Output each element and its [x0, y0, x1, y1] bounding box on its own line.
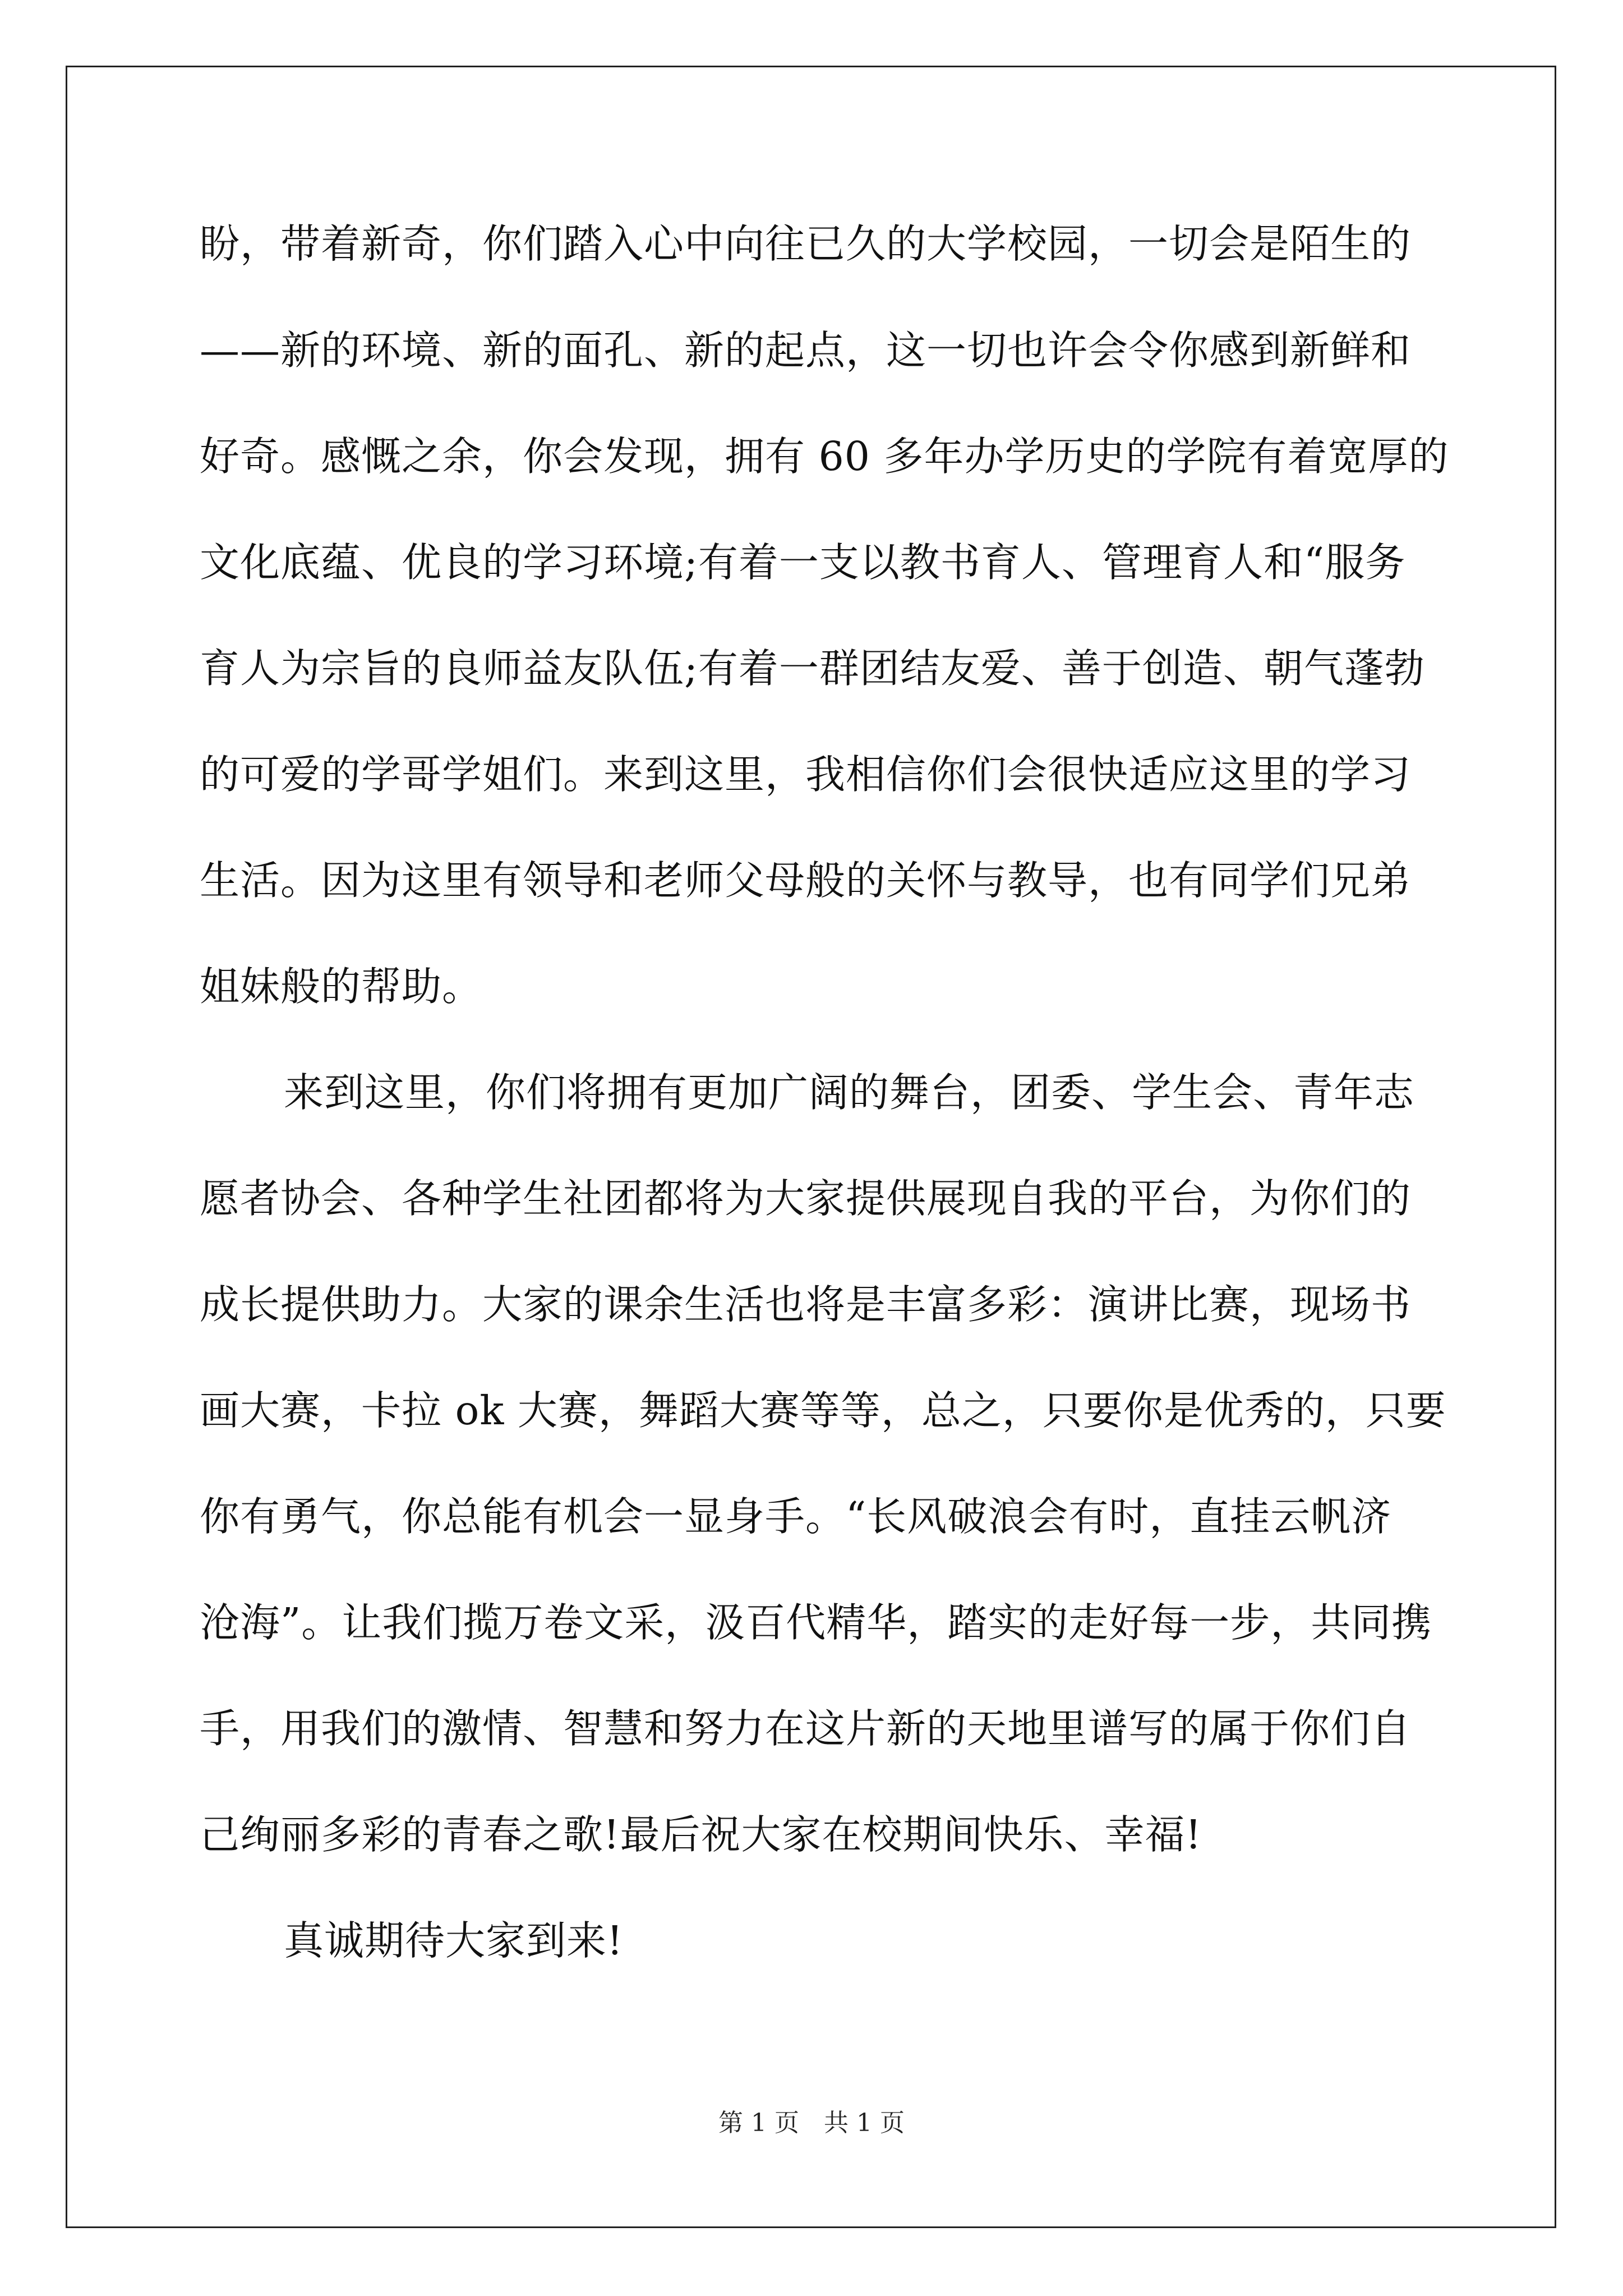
closing-line: 真诚期待大家到来! [284, 1917, 624, 1964]
paragraph-2-line-7: 手，用我们的激情、智慧和努力在这片新的天地里谱写的属于你们自 [200, 1705, 1412, 1752]
paragraph-2-line-1: 来到这里，你们将拥有更加广阔的舞台，团委、学生会、青年志 [284, 1069, 1415, 1116]
paragraph-2-line-5: 你有勇气，你总能有机会一显身手。“长风破浪会有时，直挂云帆济 [200, 1493, 1392, 1540]
paragraph-2-line-8: 己绚丽多彩的青春之歌!最后祝大家在校期间快乐、幸福! [200, 1811, 1202, 1858]
paragraph-1-line-4: 文化底蕴、优良的学习环境;有着一支以教书育人、管理育人和“服务 [200, 539, 1406, 586]
paragraph-1-line-6: 的可爱的学哥学姐们。来到这里，我相信你们会很快适应这里的学习 [200, 751, 1412, 798]
paragraph-1-line-7: 生活。因为这里有领导和老师父母般的关怀与教导，也有同学们兄弟 [200, 857, 1412, 904]
paragraph-1-line-2: ——新的环境、新的面孔、新的起点，这一切也许会令你感到新鲜和 [200, 327, 1412, 374]
page-number-footer: 第 1 页 共 1 页 [718, 2109, 905, 2137]
paragraph-2-line-2: 愿者协会、各种学生社团都将为大家提供展现自我的平台，为你们的 [200, 1175, 1412, 1222]
paragraph-1-line-5: 育人为宗旨的良师益友队伍;有着一群团结友爱、善于创造、朝气蓬勃 [200, 645, 1425, 692]
paragraph-1-line-3: 好奇。感慨之余，你会发现，拥有 60 多年办学历史的学院有着宽厚的 [200, 433, 1449, 480]
paragraph-2-line-3: 成长提供助力。大家的课余生活也将是丰富多彩：演讲比赛，现场书 [200, 1281, 1412, 1328]
paragraph-1-line-8: 姐妹般的帮助。 [200, 963, 483, 1010]
paragraph-2-line-6: 沧海”。让我们揽万卷文采，汲百代精华，踏实的走好每一步，共同携 [200, 1599, 1432, 1646]
paragraph-2-line-4: 画大赛，卡拉 ok 大赛，舞蹈大赛等等，总之，只要你是优秀的，只要 [200, 1387, 1446, 1434]
page-border [66, 66, 1556, 2228]
paragraph-1-line-1: 盼，带着新奇，你们踏入心中向往已久的大学校园，一切会是陌生的 [200, 220, 1412, 267]
